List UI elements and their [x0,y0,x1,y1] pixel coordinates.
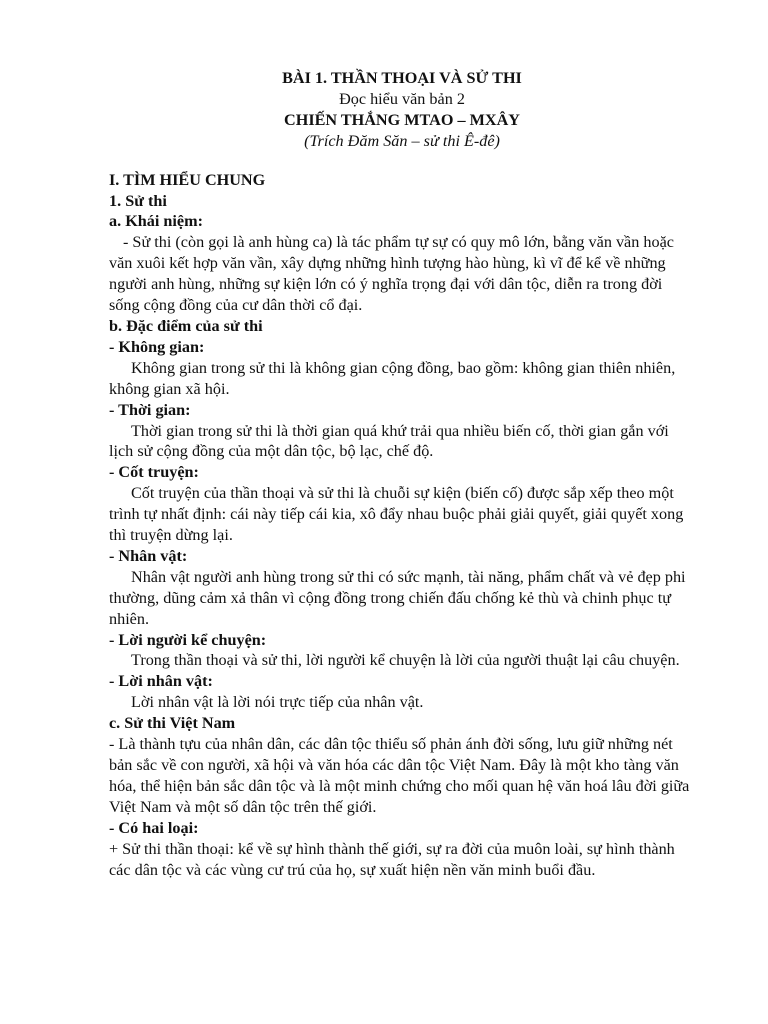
excerpt-note: (Trích Đăm Săn – sử thi Ê-đê) [304,131,500,150]
concept-heading: a. Khái niệm: [109,212,203,231]
document-page [109,68,695,880]
dialogue-text: Lời nhân vật là lời nói trực tiếp của nhân vật. [131,693,424,712]
plot-text: Cốt truyện của thần thoại và sử thi là chuỗi sự kiện (biến cố) được sắp xếp theo một trình tự nhất định: cái này tiếp cái kia, xô đẩy nhau buộc phải giải quyết, giải quyết xong thì truyện dừng lại. [109,484,684,545]
narrator-heading: - Lời người kể chuyện: [109,630,267,649]
title-block [109,68,695,152]
types-heading: - Có hai loại: [109,818,199,837]
reading-subtitle: Đọc hiểu văn bản 2 [339,89,465,108]
vietnam-epic-heading: c. Sử thi Việt Nam [109,714,236,733]
space-text: Không gian trong sử thi là không gian cộng đồng, bao gồm: không gian thiên nhiên, không gian xã hội. [109,358,676,398]
lesson-title: BÀI 1. THẦN THOẠI VÀ SỬ THI [282,69,522,87]
character-text: Nhân vật người anh hùng trong sử thi có sức mạnh, tài năng, phẩm chất và vẻ đẹp phi thường, dũng cảm xả thân vì cộng đồng trong chiến đấu chống kẻ thù và chinh phục tự nhiên. [109,567,686,628]
concept-text: - Sử thi (còn gọi là anh hùng ca) là tác phẩm tự sự có quy mô lớn, bằng văn vần hoặc văn xuôi kết hợp văn vần, xây dựng những hình tượng hào hùng, kì vĩ để kể về những người anh hùng, những sự kiện lớn có ý nghĩa trọng đại với dân tộc, diễn ra trong đời sống cộng đồng của cư dân thời cổ đại. [109,233,674,315]
vietnam-epic-text: - Là thành tựu của nhân dân, các dân tộc thiểu số phản ánh đời sống, lưu giữ những nét bản sắc về con người, xã hội và văn hóa các dân tộc Việt Nam. Đây là một kho tàng văn hóa, thể hiện bản sắc dân tộc và là một minh chứng cho mối quan hệ văn hoá lâu đời giữa Việt Nam và một số dân tộc trên thế giới. [109,735,690,816]
narrator-text: Trong thần thoại và sử thi, lời người kể chuyện là lời của người thuật lại câu chuyện. [131,651,680,670]
plot-heading: - Cốt truyện: [109,463,199,482]
work-title: CHIẾN THẮNG MTAO – MXÂY [284,110,520,129]
time-text: Thời gian trong sử thi là thời gian quá khứ trải qua nhiều biến cố, thời gian gắn với lịch sử cộng đồng của một dân tộc, bộ lạc, chế độ. [109,421,669,461]
dialogue-heading: - Lời nhân vật: [109,672,213,691]
subsection-heading: 1. Sử thi [109,191,167,210]
space-heading: - Không gian: [109,337,205,356]
features-heading: b. Đặc điểm của sử thi [109,316,263,335]
character-heading: - Nhân vật: [109,546,188,565]
types-text: + Sử thi thần thoại: kể về sự hình thành thế giới, sự ra đời của muôn loài, sự hình thành các dân tộc và các vùng cư trú của họ, sự xuất hiện nền văn minh buổi đầu. [109,839,675,879]
section-heading: I. TÌM HIỂU CHUNG [109,170,266,189]
time-heading: - Thời gian: [109,400,191,419]
